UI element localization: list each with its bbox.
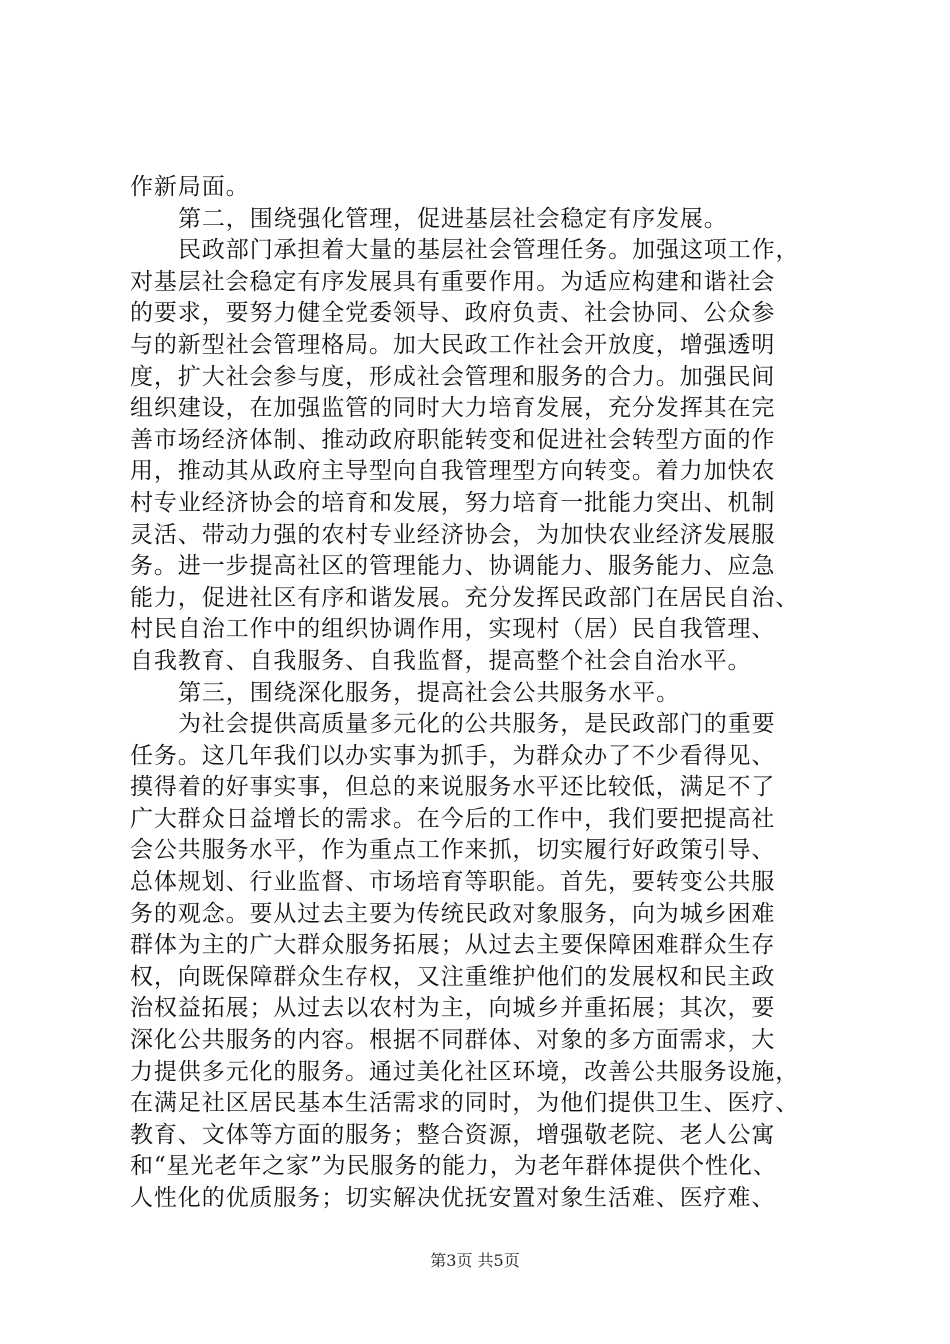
text-line: 村民自治工作中的组织协调作用，实现村（居）民自我管理、	[130, 616, 776, 643]
text-line: 灵活、带动力强的农村专业经济协会，为加快农业经济发展服	[130, 521, 776, 548]
text-line: 任务。这几年我们以办实事为抓手，为群众办了不少看得见、	[130, 742, 776, 769]
text-line: 村专业经济协会的培育和发展，努力培育一批能力突出、机制	[130, 489, 776, 516]
text-line: 民政部门承担着大量的基层社会管理任务。加强这项工作，	[178, 237, 800, 264]
text-line: 治权益拓展；从过去以农村为主，向城乡并重拓展；其次，要	[130, 995, 776, 1022]
document-body	[130, 172, 830, 1215]
text-line: 广大群众日益增长的需求。在今后的工作中，我们要把提高社	[130, 805, 776, 832]
text-line: 组织建设，在加强监管的同时大力培育发展，充分发挥其在完	[130, 395, 776, 422]
text-line: 在满足社区居民基本生活需求的同时，为他们提供卫生、医疗、	[130, 1090, 800, 1117]
text-line: 用，推动其从政府主导型向自我管理型方向转变。着力加快农	[130, 458, 776, 485]
text-line: 自我教育、自我服务、自我监督，提高整个社会自治水平。	[130, 647, 752, 674]
text-line: 教育、文体等方面的服务；整合资源，增强敬老院、老人公寓	[130, 1121, 776, 1148]
text-line: 务的观念。要从过去主要为传统民政对象服务，向为城乡困难	[130, 900, 776, 927]
text-line: 作新局面。	[130, 174, 250, 200]
text-line: 务。进一步提高社区的管理能力、协调能力、服务能力、应急	[130, 553, 776, 580]
text-line: 对基层社会稳定有序发展具有重要作用。为适应构建和谐社会	[130, 268, 776, 295]
section-heading: 第三，围绕深化服务，提高社会公共服务水平。	[178, 679, 680, 706]
text-line: 权，向既保障群众生存权，又注重维护他们的发展权和民主政	[130, 963, 776, 990]
text-line: 善市场经济体制、推动政府职能转变和促进社会转型方面的作	[130, 426, 776, 453]
section-heading: 第二，围绕强化管理，促进基层社会稳定有序发展。	[178, 205, 728, 232]
text-line: 为社会提供高质量多元化的公共服务，是民政部门的重要	[178, 711, 776, 738]
text-line: 会公共服务水平，作为重点工作来抓，切实履行好政策引导、	[130, 837, 776, 864]
text-line: 群体为主的广大群众服务拓展；从过去主要保障困难群众生存	[130, 932, 776, 959]
text-line: 摸得着的好事实事，但总的来说服务水平还比较低，满足不了	[130, 774, 776, 801]
text-line: 和“星光老年之家”为民服务的能力，为老年群体提供个性化、	[130, 1153, 777, 1180]
text-line: 总体规划、行业监督、市场培育等职能。首先，要转变公共服	[130, 869, 776, 896]
text-line: 的要求，要努力健全党委领导、政府负责、社会协同、公众参	[130, 300, 776, 327]
text-line: 人性化的优质服务；切实解决优抚安置对象生活难、医疗难、	[130, 1185, 776, 1211]
text-line: 度，扩大社会参与度，形成社会管理和服务的合力。加强民间	[130, 363, 776, 390]
text-line: 能力，促进社区有序和谐发展。充分发挥民政部门在居民自治、	[130, 584, 800, 611]
text-line: 深化公共服务的内容。根据不同群体、对象的多方面需求，大	[130, 1027, 776, 1054]
page-number-footer: 第3页 共5页	[430, 1251, 520, 1270]
text-line: 力提供多元化的服务。通过美化社区环境，改善公共服务设施，	[130, 1058, 800, 1085]
text-line: 与的新型社会管理格局。加大民政工作社会开放度，增强透明	[130, 331, 776, 358]
